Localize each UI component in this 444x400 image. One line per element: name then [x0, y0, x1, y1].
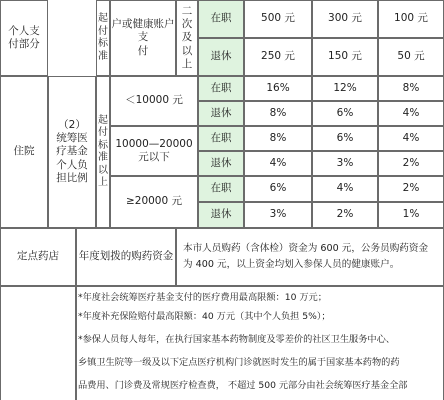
note-line: *年度社会统筹医疗基金支付的医疗费用最高限额：10 万元； — [78, 292, 327, 303]
value-cell: 300 元 — [312, 0, 378, 38]
note-line: 乡镇卫生院等一级及以下定点医疗机构门诊就医时发生的属于国家基本药物的药 — [78, 357, 400, 368]
second-and-above-label: 二次 及 以上 — [176, 0, 198, 76]
value-cell: 100 元 — [378, 0, 444, 38]
value-cell: 4% — [244, 151, 312, 176]
pool-ratio-label: （2） 统筹医 疗基金 个人负 担比例 — [48, 76, 96, 228]
note-line: *参保人员每人每年，在执行国家基本药物制度及零差价的社区卫生服务中心、 — [78, 334, 395, 345]
status-cell: 在职 — [198, 176, 244, 202]
band-label: ＜10000 元 — [110, 76, 198, 126]
status-cell: 退休 — [198, 101, 244, 126]
pharmacy-description — [176, 228, 444, 286]
start-standard-top: 起付 标准 — [96, 0, 110, 76]
note-line: *年度补充保险赔付最高限额：40 万元（其中个人负担 5%）； — [78, 311, 331, 322]
start-standard-above: 起付 标准 以上 — [96, 76, 110, 228]
value-cell: 2% — [378, 151, 444, 176]
value-cell: 3% — [312, 151, 378, 176]
value-cell: 16% — [244, 76, 312, 101]
value-cell: 6% — [312, 101, 378, 126]
value-cell: 6% — [244, 176, 312, 202]
status-cell: 退休 — [198, 202, 244, 228]
value-cell: 8% — [244, 101, 312, 126]
value-cell: 8% — [244, 126, 312, 151]
pharmacy-item: 年度划拨的购药资金 — [76, 228, 176, 286]
value-cell: 500 元 — [244, 0, 312, 38]
inpatient-label: 住院 — [0, 76, 48, 228]
individual-pay-label: 个人支 付部分 — [0, 0, 48, 76]
account-column-label: 户或健康账户支 付 — [110, 0, 176, 76]
value-cell: 4% — [378, 101, 444, 126]
value-cell: 2% — [312, 202, 378, 228]
value-cell: 3% — [244, 202, 312, 228]
value-cell: 4% — [312, 176, 378, 202]
status-cell: 在职 — [198, 76, 244, 101]
note-line: 品费用、门诊费及常规医疗检查费， 不超过 500 元部分由社会统筹医疗基金全部 — [78, 380, 408, 391]
value-cell: 4% — [378, 126, 444, 151]
band-label: 10000—20000 元以下 — [110, 126, 198, 176]
status-cell: 退休 — [198, 38, 244, 76]
value-cell: 12% — [312, 76, 378, 101]
notes-left-blank — [0, 286, 76, 400]
value-cell: 6% — [312, 126, 378, 151]
value-cell: 1% — [378, 202, 444, 228]
pharmacy-label: 定点药店 — [0, 228, 76, 286]
pharmacy-desc-line: 本市人员购药（含体检）资金为 600 元，公务员购药资金 — [183, 243, 429, 255]
status-cell: 退休 — [198, 151, 244, 176]
value-cell: 50 元 — [378, 38, 444, 76]
status-cell: 在职 — [198, 0, 244, 38]
value-cell: 150 元 — [312, 38, 378, 76]
value-cell: 8% — [378, 76, 444, 101]
pharmacy-desc-line: 为 400 元，以上资金均划入参保人员的健康账户。 — [183, 259, 400, 270]
value-cell: 250 元 — [244, 38, 312, 76]
status-cell: 在职 — [198, 126, 244, 151]
band-label: ≥20000 元 — [110, 176, 198, 228]
value-cell: 2% — [378, 176, 444, 202]
